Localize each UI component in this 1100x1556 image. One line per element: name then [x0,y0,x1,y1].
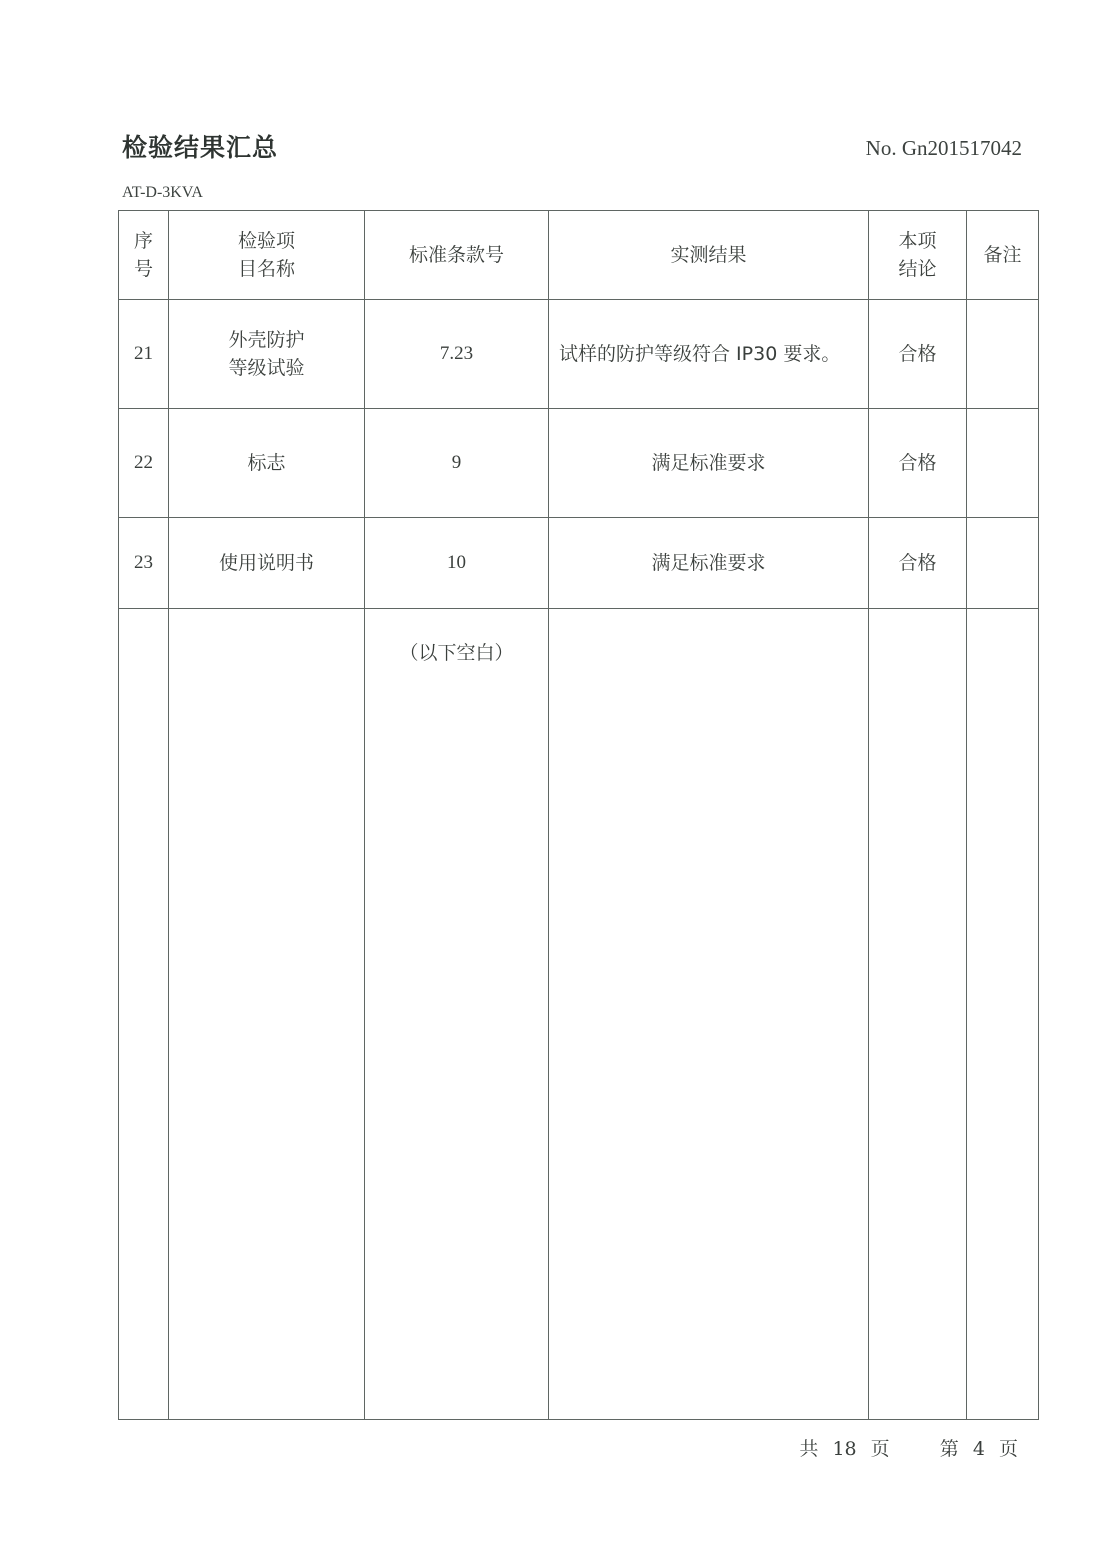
col-header-clause: 标准条款号 [365,211,549,300]
page-footer: 共 18 页 第 4 页 [799,1438,1018,1460]
current-page: 4 [972,1438,985,1460]
cell-item [169,609,365,1420]
table-row [119,300,1039,409]
cell-remark [967,609,1039,1420]
blank-below-note: （以下空白） [399,642,514,664]
cell-result: 试样的防护等级符合 IP30 要求。 [549,300,869,409]
cell-conclusion [869,609,967,1420]
product-model: AT-D-3KVA [122,184,203,201]
results-table [118,210,1039,1420]
col-header-result: 实测结果 [549,211,869,300]
cell-remark [967,409,1039,518]
col-header-remark: 备注 [967,211,1039,300]
cell-item: 外壳防护 等级试验 [169,300,365,409]
cell-result: 满足标准要求 [549,518,869,609]
col-header-seq: 序 号 [119,211,169,300]
report-number: No. Gn201517042 [865,136,1022,160]
cell-seq: 23 [119,518,169,609]
cell-conclusion: 合格 [869,409,967,518]
col-header-item: 检验项 目名称 [169,211,365,300]
cell-clause: 9 [365,409,549,518]
cell-clause: 10 [365,518,549,609]
cell-seq: 21 [119,300,169,409]
cell-conclusion: 合格 [869,518,967,609]
table-blank-row [119,609,1039,1420]
cell-item: 标志 [169,409,365,518]
cell-remark [967,300,1039,409]
cell-remark [967,518,1039,609]
page-title: 检验结果汇总 [122,133,279,162]
table-header-row [119,211,1039,300]
table-row [119,518,1039,609]
cell-result [549,609,869,1420]
col-header-conclusion: 本项 结论 [869,211,967,300]
cell-clause: 7.23 [365,300,549,409]
cell-result: 满足标准要求 [549,409,869,518]
total-pages: 18 [832,1438,857,1460]
cell-conclusion: 合格 [869,300,967,409]
table-row [119,409,1039,518]
cell-clause [365,609,549,1420]
cell-seq: 22 [119,409,169,518]
cell-item: 使用说明书 [169,518,365,609]
cell-seq [119,609,169,1420]
